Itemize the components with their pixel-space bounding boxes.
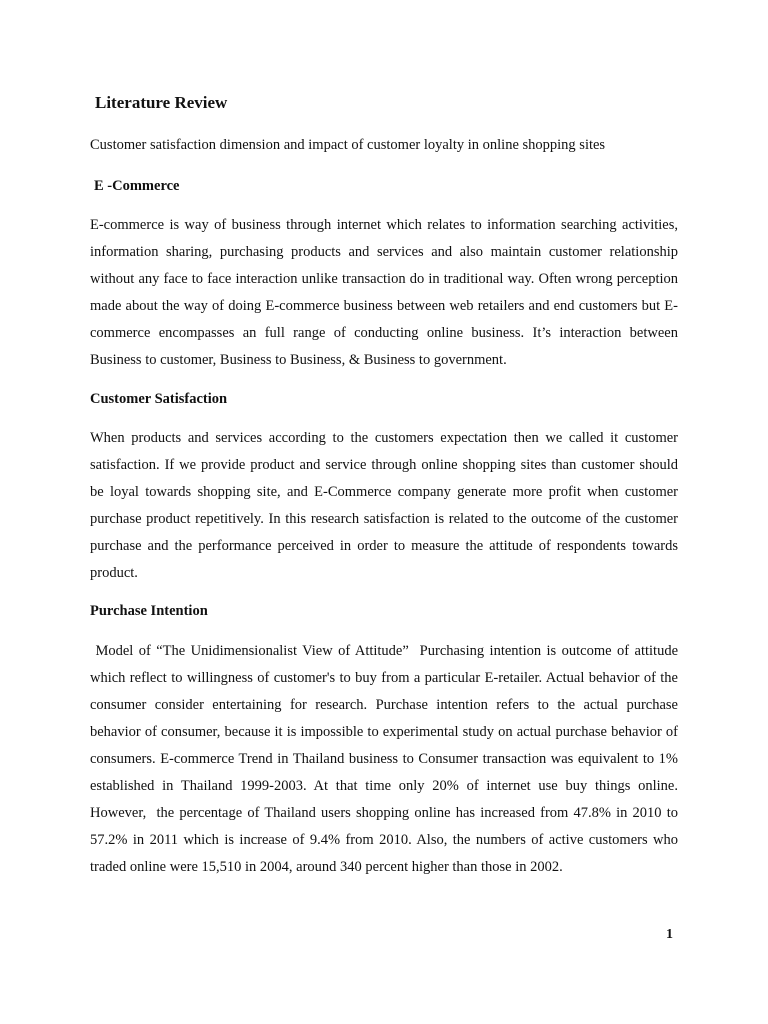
section-body-customer-satisfaction: When products and services according to the customers expectation then we called it customer satisfaction. If we provide product and service through online shopping sites than customer should be loyal towards shopping site, and E-Commerce company generate more profit when customer purchase product repetitively. In this research satisfaction is related to the outcome of the customer purchase and the performance perceived in order to measure the attitude of respondents towards product. xyxy=(90,430,678,581)
section-body-purchase-intention: Model of “The Unidimensionalist View of Attitude” Purchasing intention is outcome of attitude which reflect to willingness of customer's to buy from a particular E-retailer. Actual behavior of the consumer consider entertaining for research. Purchase intention refers to the actual purchase behavior of consumer, because it is impossible to experimental study on actual purchase behavior of consumers. E-commerce Trend in Thailand business to Consumer transaction was equivalent to 1% established in Thailand 1999-2003. At that time only 20% of internet use buy things online. However, the percentage of Thailand users shopping online has increased from 47.8% in 2010 to 57.2% in 2011 which is increase of 9.4% from 2010. Also, the numbers of active customers who traded online were 15,510 in 2004, around 340 percent higher than those in 2002. xyxy=(90,643,682,875)
page-number: 1 xyxy=(666,927,673,942)
page-title: Literature Review xyxy=(95,93,228,112)
section-heading-ecommerce: E -Commerce xyxy=(94,178,180,194)
document-subtitle: Customer satisfaction dimension and impact of customer loyalty in online shopping sites xyxy=(90,137,606,153)
section-heading-customer-satisfaction: Customer Satisfaction xyxy=(90,391,228,407)
section-body-ecommerce: E-commerce is way of business through internet which relates to information searching activities, information sharing, purchasing products and services and also maintain customer relationship without any face to face interaction unlike transaction do in traditional way. Often wrong perception made about the way of doing E-commerce business between web retailers and end customers but E-commerce encompasses an full range of conducting online business. It’s interaction between Business to customer, Business to Business, & Business to government. xyxy=(90,217,678,368)
section-heading-purchase-intention: Purchase Intention xyxy=(90,603,208,619)
